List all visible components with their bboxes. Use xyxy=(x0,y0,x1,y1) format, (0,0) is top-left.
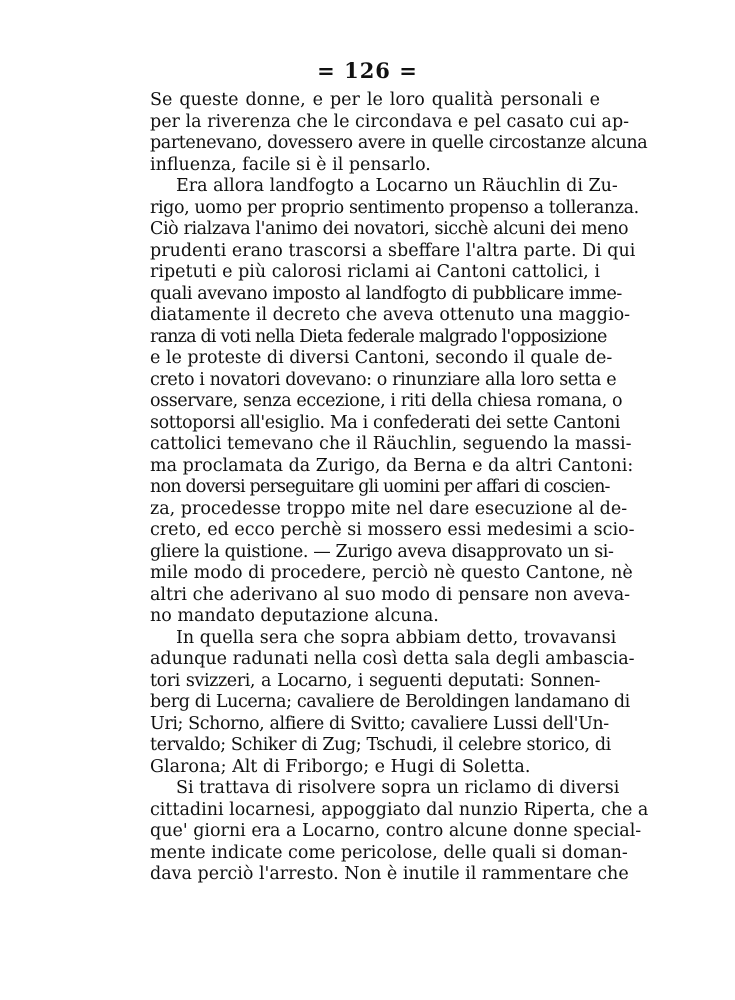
text-line: Si trattava di risolvere sopra un riclamo di diversi xyxy=(176,778,620,798)
text-line: prudenti erano trascorsi a sbeffare l'altra parte. Di qui xyxy=(150,240,636,261)
text-line: za, procedesse troppo mite nel dare esecuzione al de- xyxy=(150,498,628,519)
text-line: In quella sera che sopra abbiam detto, trovavansi xyxy=(176,627,617,648)
text-line: Se queste donne, e per le loro qualità personali e xyxy=(150,90,600,110)
text-line: cattolici temevano che il Räuchlin, seguendo la massi- xyxy=(150,434,632,454)
text-line: tori svizzeri, a Locarno, i seguenti deputati: Sonnen- xyxy=(150,670,600,691)
text-line: cittadini locarnesi, appoggiato dal nunzio Riperta, che a xyxy=(150,799,649,820)
body-text xyxy=(150,90,649,886)
text-line: ripetuti e più calorosi riclami ai Cantoni cattolici, i xyxy=(150,262,600,282)
text-line: no mandato deputazione alcuna. xyxy=(150,606,439,626)
text-line: ranza di voti nella Dieta federale malgrado l'opposizione xyxy=(150,326,607,347)
text-line: Ciò rialzava l'animo dei novatori, sicchè alcuni dei meno xyxy=(150,219,629,239)
text-line: Glarona; Alt di Friborgo; e Hugi di Soletta. xyxy=(150,756,531,777)
text-line: berg di Lucerna; cavaliere de Beroldingen landamano di xyxy=(150,692,630,712)
text-line: mente indicate come pericolose, delle quali si doman- xyxy=(150,842,628,863)
text-line: partenevano, dovessero avere in quelle circostanze alcuna xyxy=(150,133,648,153)
text-line: creto, ed ecco perchè si mossero essi medesimi a scio- xyxy=(150,520,635,540)
text-line: Uri; Schorno, alfiere di Svitto; cavaliere Lussi dell'Un- xyxy=(150,713,609,734)
text-line: quali avevano imposto al landfogto di pubblicare imme- xyxy=(150,283,622,304)
page-number: = 126 = xyxy=(317,58,418,83)
text-line: Era allora landfogto a Locarno un Räuchlin di Zu- xyxy=(176,176,618,196)
text-line: diatamente il decreto che aveva ottenuto una maggio- xyxy=(150,305,631,325)
text-line: dava perciò l'arresto. Non è inutile il rammentare che xyxy=(150,864,629,884)
text-line: per la riverenza che le circondava e pel casato cui ap- xyxy=(150,111,630,132)
text-line: adunque radunati nella così detta sala degli ambascia- xyxy=(150,649,635,669)
text-line: influenza, facile si è il pensarlo. xyxy=(150,154,431,175)
text-line: mile modo di procedere, perciò nè questo Cantone, nè xyxy=(150,563,633,583)
text-line: sottoporsi all'esiglio. Ma i confederati dei sette Cantoni xyxy=(150,412,620,433)
text-line: tervaldo; Schiker di Zug; Tschudi, il celebre storico, di xyxy=(150,735,611,755)
text-line: non doversi perseguitare gli uomini per affari di coscien- xyxy=(150,477,610,497)
text-line: gliere la quistione. — Zurigo aveva disapprovato un si- xyxy=(150,541,614,562)
text-line: osservare, senza eccezione, i riti della chiesa romana, o xyxy=(150,391,623,411)
text-line: altri che aderivano al suo modo di pensare non aveva- xyxy=(150,584,631,605)
text-line: ma proclamata da Zurigo, da Berna e da altri Cantoni: xyxy=(150,455,634,476)
text-line: e le proteste di diversi Cantoni, secondo il quale de- xyxy=(150,348,613,368)
text-line: que' giorni era a Locarno, contro alcune donne special- xyxy=(150,821,642,841)
text-line: creto i novatori dovevano: o rinunziare alla loro setta e xyxy=(150,369,617,390)
text-line: rigo, uomo per proprio sentimento propenso a tolleranza. xyxy=(150,197,639,218)
